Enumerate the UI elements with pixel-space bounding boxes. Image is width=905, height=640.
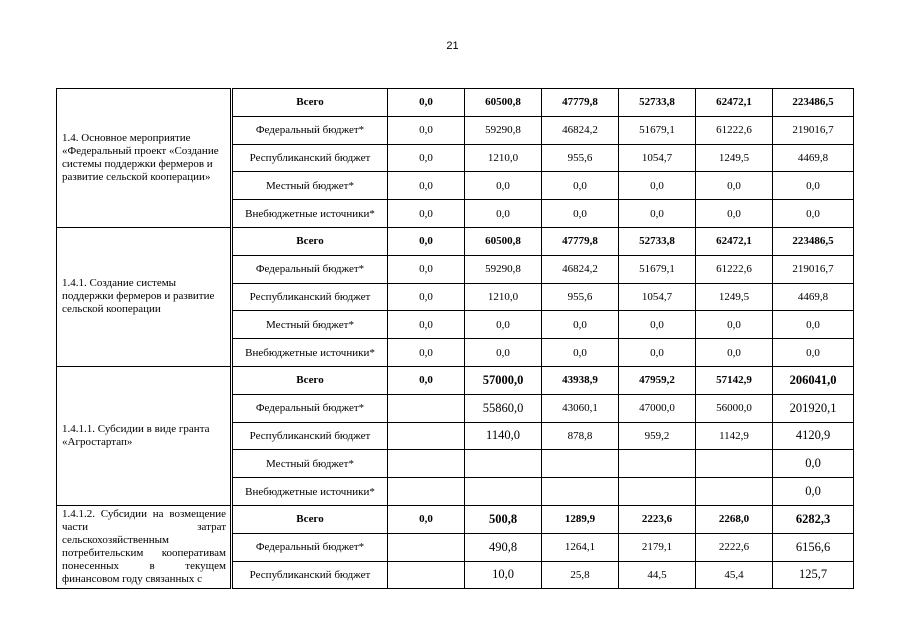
total-amount-cell: 0,0 (773, 450, 854, 478)
total-amount-cell: 219016,7 (773, 255, 854, 283)
total-amount-cell: 6156,6 (773, 533, 854, 561)
amount-cell: 0,0 (619, 200, 696, 228)
amount-cell: 51679,1 (619, 255, 696, 283)
amount-cell: 0,0 (465, 311, 542, 339)
funding-source: Всего (232, 505, 388, 533)
amount-cell: 1054,7 (619, 283, 696, 311)
amount-cell: 1142,9 (696, 422, 773, 450)
amount-cell: 47959,2 (619, 366, 696, 394)
total-amount-cell: 0,0 (773, 339, 854, 367)
amount-cell: 1264,1 (542, 533, 619, 561)
total-amount-cell: 6282,3 (773, 505, 854, 533)
total-amount-cell: 4120,9 (773, 422, 854, 450)
amount-cell: 10,0 (465, 561, 542, 589)
amount-cell: 0,0 (465, 339, 542, 367)
amount-cell: 0,0 (388, 200, 465, 228)
total-amount-cell: 219016,7 (773, 116, 854, 144)
funding-source: Республиканский бюджет (232, 561, 388, 589)
amount-cell: 955,6 (542, 144, 619, 172)
amount-cell: 0,0 (542, 172, 619, 200)
amount-cell: 0,0 (388, 89, 465, 117)
amount-cell: 959,2 (619, 422, 696, 450)
total-row (57, 505, 854, 533)
amount-cell: 0,0 (619, 311, 696, 339)
funding-source: Федеральный бюджет* (232, 116, 388, 144)
funding-source: Внебюджетные источники* (232, 339, 388, 367)
total-amount-cell: 201920,1 (773, 394, 854, 422)
total-row (57, 366, 854, 394)
amount-cell: 60500,8 (465, 227, 542, 255)
amount-cell: 1140,0 (465, 422, 542, 450)
amount-cell: 1249,5 (696, 283, 773, 311)
amount-cell: 61222,6 (696, 116, 773, 144)
amount-cell: 46824,2 (542, 255, 619, 283)
amount-cell (388, 450, 465, 478)
amount-cell: 0,0 (388, 311, 465, 339)
total-amount-cell: 206041,0 (773, 366, 854, 394)
total-amount-cell: 0,0 (773, 311, 854, 339)
amount-cell: 500,8 (465, 505, 542, 533)
amount-cell: 62472,1 (696, 227, 773, 255)
total-amount-cell: 0,0 (773, 172, 854, 200)
amount-cell: 1210,0 (465, 144, 542, 172)
amount-cell: 0,0 (388, 227, 465, 255)
amount-cell: 0,0 (388, 366, 465, 394)
amount-cell: 2268,0 (696, 505, 773, 533)
amount-cell: 0,0 (619, 172, 696, 200)
amount-cell (388, 533, 465, 561)
funding-source: Местный бюджет* (232, 311, 388, 339)
amount-cell (465, 450, 542, 478)
total-amount-cell: 223486,5 (773, 227, 854, 255)
amount-cell: 57000,0 (465, 366, 542, 394)
amount-cell: 46824,2 (542, 116, 619, 144)
amount-cell: 52733,8 (619, 227, 696, 255)
total-amount-cell: 4469,8 (773, 283, 854, 311)
amount-cell: 1054,7 (619, 144, 696, 172)
amount-cell: 47000,0 (619, 394, 696, 422)
measure-description: 1.4.1. Создание системы поддержки фермеров и развитие сельской кооперации (57, 227, 232, 366)
amount-cell: 0,0 (465, 200, 542, 228)
funding-source: Местный бюджет* (232, 450, 388, 478)
amount-cell: 47779,8 (542, 89, 619, 117)
funding-source: Всего (232, 366, 388, 394)
amount-cell: 2222,6 (696, 533, 773, 561)
amount-cell: 0,0 (388, 283, 465, 311)
measure-description: 1.4. Основное мероприятие «Федеральный проект «Создание системы поддержки фермеров и развитие сельской кооперации» (57, 89, 232, 228)
amount-cell (619, 450, 696, 478)
amount-cell: 955,6 (542, 283, 619, 311)
funding-source: Внебюджетные источники* (232, 478, 388, 506)
amount-cell: 47779,8 (542, 227, 619, 255)
total-amount-cell: 0,0 (773, 478, 854, 506)
budget-table (56, 88, 854, 589)
total-row (57, 89, 854, 117)
amount-cell (465, 478, 542, 506)
measure-description: 1.4.1.2. Субсидии на возмещение части затрат сельскохозяйственным потребительским кооперативам понесенных в текущем финансовом году связанных с (57, 505, 232, 588)
funding-source: Республиканский бюджет (232, 283, 388, 311)
amount-cell: 2223,6 (619, 505, 696, 533)
measure-description: 1.4.1.1. Субсидии в виде гранта «Агростартап» (57, 366, 232, 505)
funding-source: Федеральный бюджет* (232, 255, 388, 283)
amount-cell (388, 422, 465, 450)
amount-cell: 45,4 (696, 561, 773, 589)
amount-cell (542, 450, 619, 478)
amount-cell: 0,0 (542, 311, 619, 339)
amount-cell: 52733,8 (619, 89, 696, 117)
amount-cell: 51679,1 (619, 116, 696, 144)
amount-cell: 61222,6 (696, 255, 773, 283)
amount-cell: 0,0 (388, 116, 465, 144)
amount-cell: 43938,9 (542, 366, 619, 394)
amount-cell (696, 478, 773, 506)
amount-cell: 0,0 (542, 339, 619, 367)
amount-cell: 55860,0 (465, 394, 542, 422)
funding-source: Внебюджетные источники* (232, 200, 388, 228)
funding-source: Республиканский бюджет (232, 144, 388, 172)
amount-cell: 2179,1 (619, 533, 696, 561)
total-amount-cell: 4469,8 (773, 144, 854, 172)
amount-cell: 0,0 (696, 200, 773, 228)
amount-cell: 0,0 (388, 505, 465, 533)
funding-source: Всего (232, 227, 388, 255)
amount-cell (619, 478, 696, 506)
amount-cell: 0,0 (696, 311, 773, 339)
amount-cell: 59290,8 (465, 116, 542, 144)
page-number: 21 (446, 40, 459, 52)
amount-cell: 60500,8 (465, 89, 542, 117)
amount-cell: 0,0 (388, 339, 465, 367)
amount-cell: 44,5 (619, 561, 696, 589)
amount-cell: 1210,0 (465, 283, 542, 311)
funding-source: Федеральный бюджет* (232, 533, 388, 561)
amount-cell: 59290,8 (465, 255, 542, 283)
total-row (57, 227, 854, 255)
amount-cell: 0,0 (619, 339, 696, 367)
amount-cell (388, 478, 465, 506)
amount-cell: 0,0 (696, 339, 773, 367)
amount-cell: 0,0 (388, 255, 465, 283)
amount-cell: 25,8 (542, 561, 619, 589)
amount-cell (388, 561, 465, 589)
total-amount-cell: 0,0 (773, 200, 854, 228)
amount-cell: 0,0 (696, 172, 773, 200)
amount-cell: 1249,5 (696, 144, 773, 172)
amount-cell: 0,0 (388, 144, 465, 172)
funding-source: Республиканский бюджет (232, 422, 388, 450)
total-amount-cell: 125,7 (773, 561, 854, 589)
total-amount-cell: 223486,5 (773, 89, 854, 117)
funding-source: Местный бюджет* (232, 172, 388, 200)
amount-cell: 57142,9 (696, 366, 773, 394)
amount-cell (388, 394, 465, 422)
amount-cell: 62472,1 (696, 89, 773, 117)
amount-cell: 1289,9 (542, 505, 619, 533)
amount-cell: 0,0 (388, 172, 465, 200)
amount-cell (696, 450, 773, 478)
amount-cell (542, 478, 619, 506)
amount-cell: 0,0 (465, 172, 542, 200)
funding-source: Федеральный бюджет* (232, 394, 388, 422)
funding-source: Всего (232, 89, 388, 117)
amount-cell: 0,0 (542, 200, 619, 228)
amount-cell: 43060,1 (542, 394, 619, 422)
amount-cell: 878,8 (542, 422, 619, 450)
amount-cell: 56000,0 (696, 394, 773, 422)
amount-cell: 490,8 (465, 533, 542, 561)
